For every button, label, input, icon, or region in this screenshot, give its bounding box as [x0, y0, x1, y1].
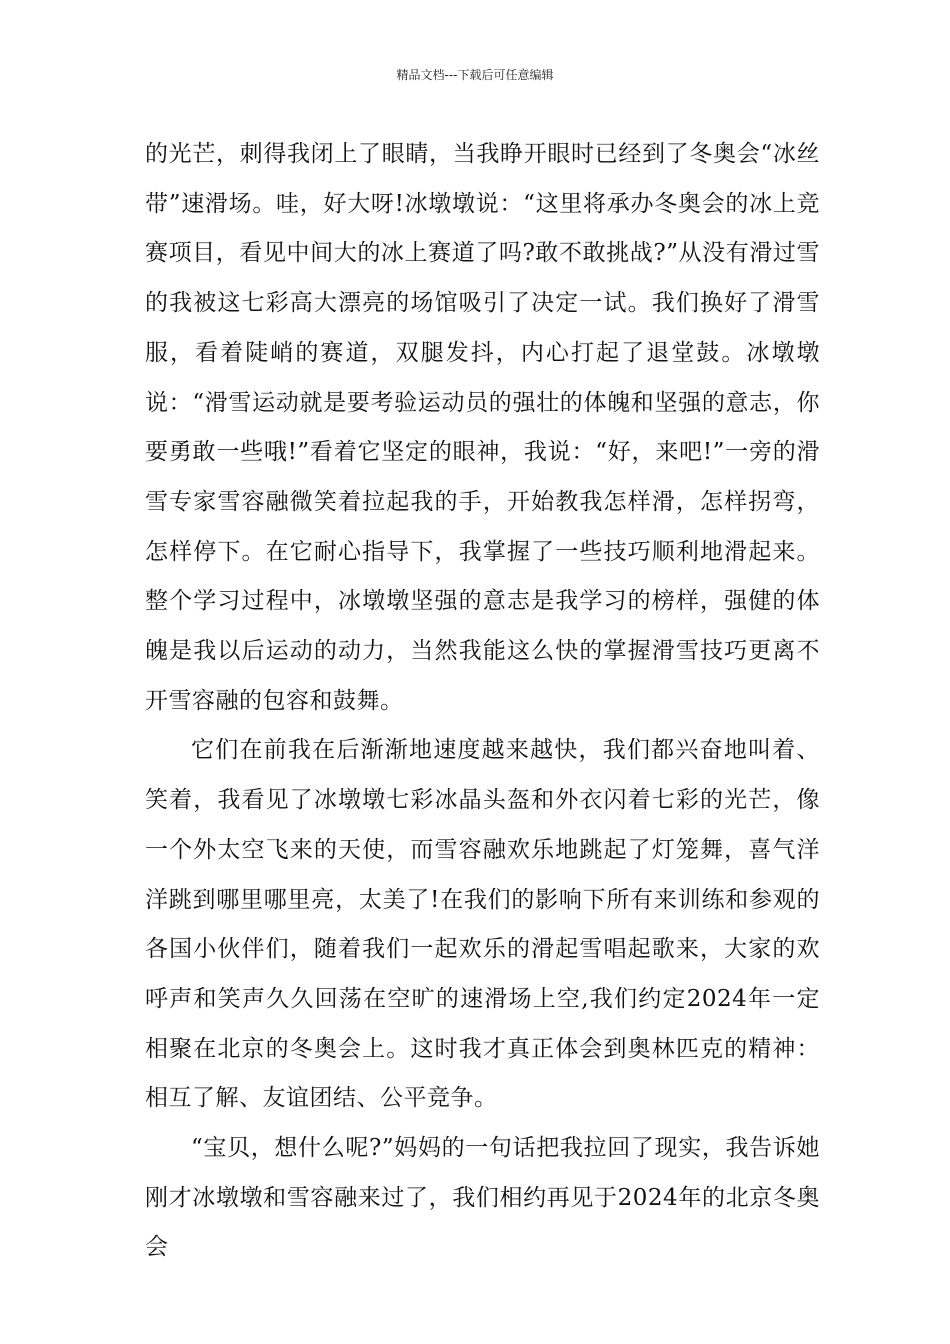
paragraph-3: “宝贝，想什么呢?”妈妈的一句话把我拉回了现实，我告诉她刚才冰墩墩和雪容融来过了，我们相约再见于2024年的北京冬奥会 — [145, 1135, 820, 1261]
paragraph-2: 它们在前我在后渐渐地速度越来越快，我们都兴奋地叫着、笑着，我看见了冰墩墩七彩冰晶头盔和外衣闪着七彩的光芒，像一个外太空飞来的天使，而雪容融欢乐地跳起了灯笼舞，喜气洋洋跳到哪里哪里亮，太美了!在我们的影响下所有来训练和参观的各国小伙伴们，随着我们一起欢乐的滑起雪唱起歌来，大家的欢呼声和笑声久久回荡在空旷的速滑场上空,我们约定2024年一定相聚在北京的冬奥会上。这时我才真正体会到奥林匹克的精神：相互了解、友谊团结、公平竞争。 — [145, 737, 820, 1112]
paragraph-1: 的光芒，刺得我闭上了眼睛，当我睁开眼时已经到了冬奥会“冰丝带”速滑场。哇，好大呀!冰墩墩说：“这里将承办冬奥会的冰上竞赛项目，看见中间大的冰上赛道了吗?敢不敢挑战?”从没有滑过雪的我被这七彩高大漂亮的场馆吸引了决定一试。我们换好了滑雪服，看着陡峭的赛道，双腿发抖，内心打起了退堂鼓。冰墩墩说：“滑雪运动就是要考验运动员的强壮的体魄和坚强的意志，你要勇敢一些哦!”看着它坚定的眼神，我说：“好，来吧!”一旁的滑雪专家雪容融微笑着拉起我的手，开始教我怎样滑，怎样拐弯，怎样停下。在它耐心指导下，我掌握了一些技巧顺利地滑起来。整个学习过程中，冰墩墩坚强的意志是我学习的榜样，强健的体魄是我以后运动的动力，当然我能这么快的掌握滑雪技巧更离不开雪容融的包容和鼓舞。 — [145, 141, 820, 714]
document-body — [145, 130, 820, 1273]
page-header: 精品文档---下载后可任意编辑 — [396, 68, 554, 82]
